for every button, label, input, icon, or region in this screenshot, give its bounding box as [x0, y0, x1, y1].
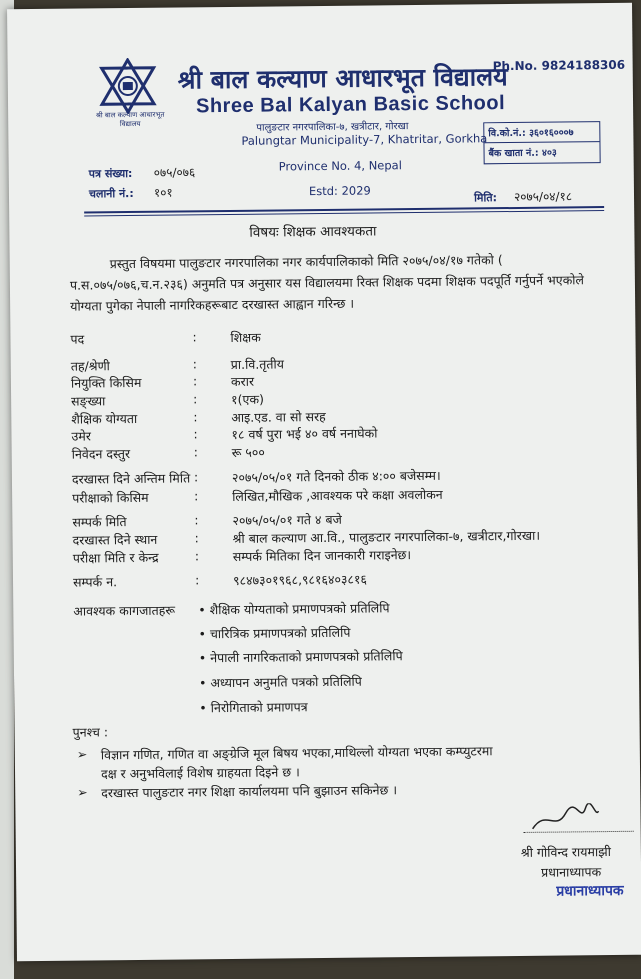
detail-value: २०७५/०५/०१ गते दिनको ठीक ४:०० बजेसम्म। — [231, 467, 441, 485]
detail-colon: : — [193, 409, 198, 425]
detail-label: उमेर — [71, 428, 92, 444]
bank-account: बैंक खाता नं.: ४०३ — [488, 147, 557, 160]
document-text: शैक्षिक योग्यताको प्रमाणपत्रको प्रतिलिपि — [209, 600, 390, 618]
bullet-icon: • — [198, 602, 210, 618]
detail-value: श्री बाल कल्याण आ.वि., पालुङटार नगरपालिका-७, खत्रीटार,गोरखा। — [232, 527, 541, 546]
ps-item-line: दक्ष र अनुभविलाई विशेष ग्राहयता दिइने छ । — [100, 764, 300, 782]
document-text: नेपाली नागरिकताको प्रमाणपत्रको प्रतिलिपि — [210, 648, 403, 666]
detail-colon: : — [193, 469, 199, 485]
detail-colon: : — [194, 530, 199, 546]
school-logo-icon — [98, 58, 159, 115]
document-text: चारित्रिक प्रमाणपत्रको प्रतिलिपि — [209, 624, 351, 642]
detail-colon: : — [193, 444, 198, 460]
detail-label: तह/श्रेणी — [70, 358, 110, 374]
document-item — [198, 624, 350, 643]
detail-label: दरखास्त दिने स्थान — [72, 531, 158, 548]
signatory-title: प्रधानाध्यापक — [541, 864, 602, 880]
detail-label: नियुक्ति किसिम — [70, 374, 142, 391]
letter-no: ०७५/०७६ — [153, 165, 196, 180]
bullet-icon: • — [198, 626, 211, 642]
detail-value: प्रा.वि.तृतीय — [230, 356, 285, 372]
address-english: Palungtar Municipality-7, Khatritar, Gorkha — [241, 131, 488, 148]
detail-label: परीक्षाको किसिम — [72, 489, 149, 506]
detail-colon: : — [194, 572, 200, 588]
documents-label: आवश्यक कागजातहरू — [73, 602, 176, 619]
ps-title: पुनश्च : — [72, 724, 109, 740]
detail-label: सङ्ख्या — [71, 393, 106, 409]
detail-value: रू ५०० — [231, 444, 265, 460]
signatory-name: श्री गोविन्द रायमाझी — [520, 844, 611, 860]
letter-no-label: पत्र संख्या: — [88, 166, 133, 181]
stamp-title: प्रधानाध्यापक — [556, 882, 624, 900]
signature-mark — [530, 803, 600, 834]
detail-colon: : — [193, 391, 198, 407]
registration-box — [483, 121, 600, 164]
detail-colon: : — [194, 512, 199, 528]
bullet-icon: • — [199, 700, 211, 716]
document-item — [199, 698, 307, 716]
detail-value: लिखित,मौखिक ,आवश्यक परे कक्षा अवलोकन — [232, 486, 443, 504]
detail-value: शिक्षक — [230, 329, 261, 345]
document-text: निरोगिताको प्रमाणपत्र — [210, 699, 308, 716]
document-text: अध्यापन अनुमति पत्रको प्रतिलिपि — [210, 673, 362, 691]
logo-caption: श्री बाल कल्याण आधारभूत विद्यालय — [95, 110, 165, 129]
detail-value: २०७५/०५/०१ गते ४ बजे — [232, 511, 342, 528]
detail-colon: : — [194, 488, 199, 504]
detail-value: ९८४७३०१९६८,९८१६४०३८१६ — [232, 571, 368, 588]
date-label: मिति: — [473, 191, 498, 205]
bullet-icon: • — [198, 650, 211, 666]
bullet-icon: • — [199, 675, 211, 691]
registration-number: वि.को.नं.: ३६०१६०००७ — [488, 127, 574, 140]
detail-label: शैक्षिक योग्यता — [71, 410, 138, 427]
arrow-bullet-icon: ➢ — [76, 746, 88, 762]
body-paragraph: प्रस्तुत विषयमा पालुङटार नगरपालिका नगर कार्यपालिकाको मिति २०७५/०४/१७ गतेको ( प.स.०७५/०७६,च.न.२३६) अनुमति पत्र अनुसार यस विद्यालयमा रिक्त शिक्षक पदमा शिक्षक पदपूर्ति गर्नुपर्ने भएकोले योग्यता पुगेका नेपाली नागरिकहरूबाट दरखास्त आह्वान गरिन्छ । — [69, 252, 585, 314]
subject-line: विषयः शिक्षक आवश्यकता — [249, 223, 377, 241]
arrow-bullet-icon: ➢ — [77, 784, 88, 800]
detail-label: परीक्षा मिति र केन्द्र — [72, 549, 159, 566]
province: Province No. 4, Nepal — [278, 158, 402, 174]
detail-label: निवेदन दस्तुर — [71, 446, 131, 462]
detail-colon: : — [192, 329, 197, 345]
established-year: Estd: 2029 — [308, 183, 371, 199]
address-nepali: पालुङटार नगरपालिका-७, खत्रीटार, गोरखा — [256, 121, 409, 134]
dispatch-no: १०१ — [153, 185, 173, 200]
detail-value: आइ.एड. वा सो सरह — [231, 408, 326, 425]
detail-colon: : — [192, 373, 198, 389]
school-name-nepali: श्री बाल कल्याण आधारभूत विद्यालय — [177, 62, 508, 95]
detail-value: १(एक) — [231, 391, 264, 407]
detail-label: सम्पर्क मिति — [72, 514, 127, 530]
detail-colon: : — [194, 548, 200, 564]
ps-item-line: विज्ञान गणित, गणित वा अङ्ग्रेजि मूल बिषय भएका,माथिल्लो योग्यता भएका कम्प्युटरमा — [100, 743, 493, 763]
detail-value: १८ वर्ष पुरा भई ४० वर्ष ननाघेको — [231, 425, 378, 442]
document-item — [199, 673, 362, 692]
detail-value: करार — [230, 373, 255, 389]
detail-value: सम्पर्क मितिका दिन जानकारी गराइनेछ। — [232, 547, 412, 564]
detail-colon: : — [193, 426, 198, 442]
school-name-english: Shree Bal Kalyan Basic School — [195, 92, 506, 118]
detail-label: सम्पर्क न. — [72, 574, 118, 590]
ps-item-line: दरखास्त पालुङटार नगर शिक्षा कार्यालयमा पनि बुझाउन सकिनेछ । — [101, 782, 398, 801]
phone-number: Ph.No. 9824188306 — [492, 57, 626, 74]
document-item — [199, 647, 403, 666]
detail-label: पद — [70, 331, 85, 347]
letter-date: २०७५/०४/१८ — [513, 189, 573, 204]
notice-document — [7, 3, 641, 961]
detail-label: दरखास्त दिने अन्तिम मिति — [71, 470, 191, 487]
dispatch-no-label: चलानी नं.: — [88, 186, 134, 201]
detail-colon: : — [192, 356, 198, 372]
document-item — [198, 599, 389, 618]
